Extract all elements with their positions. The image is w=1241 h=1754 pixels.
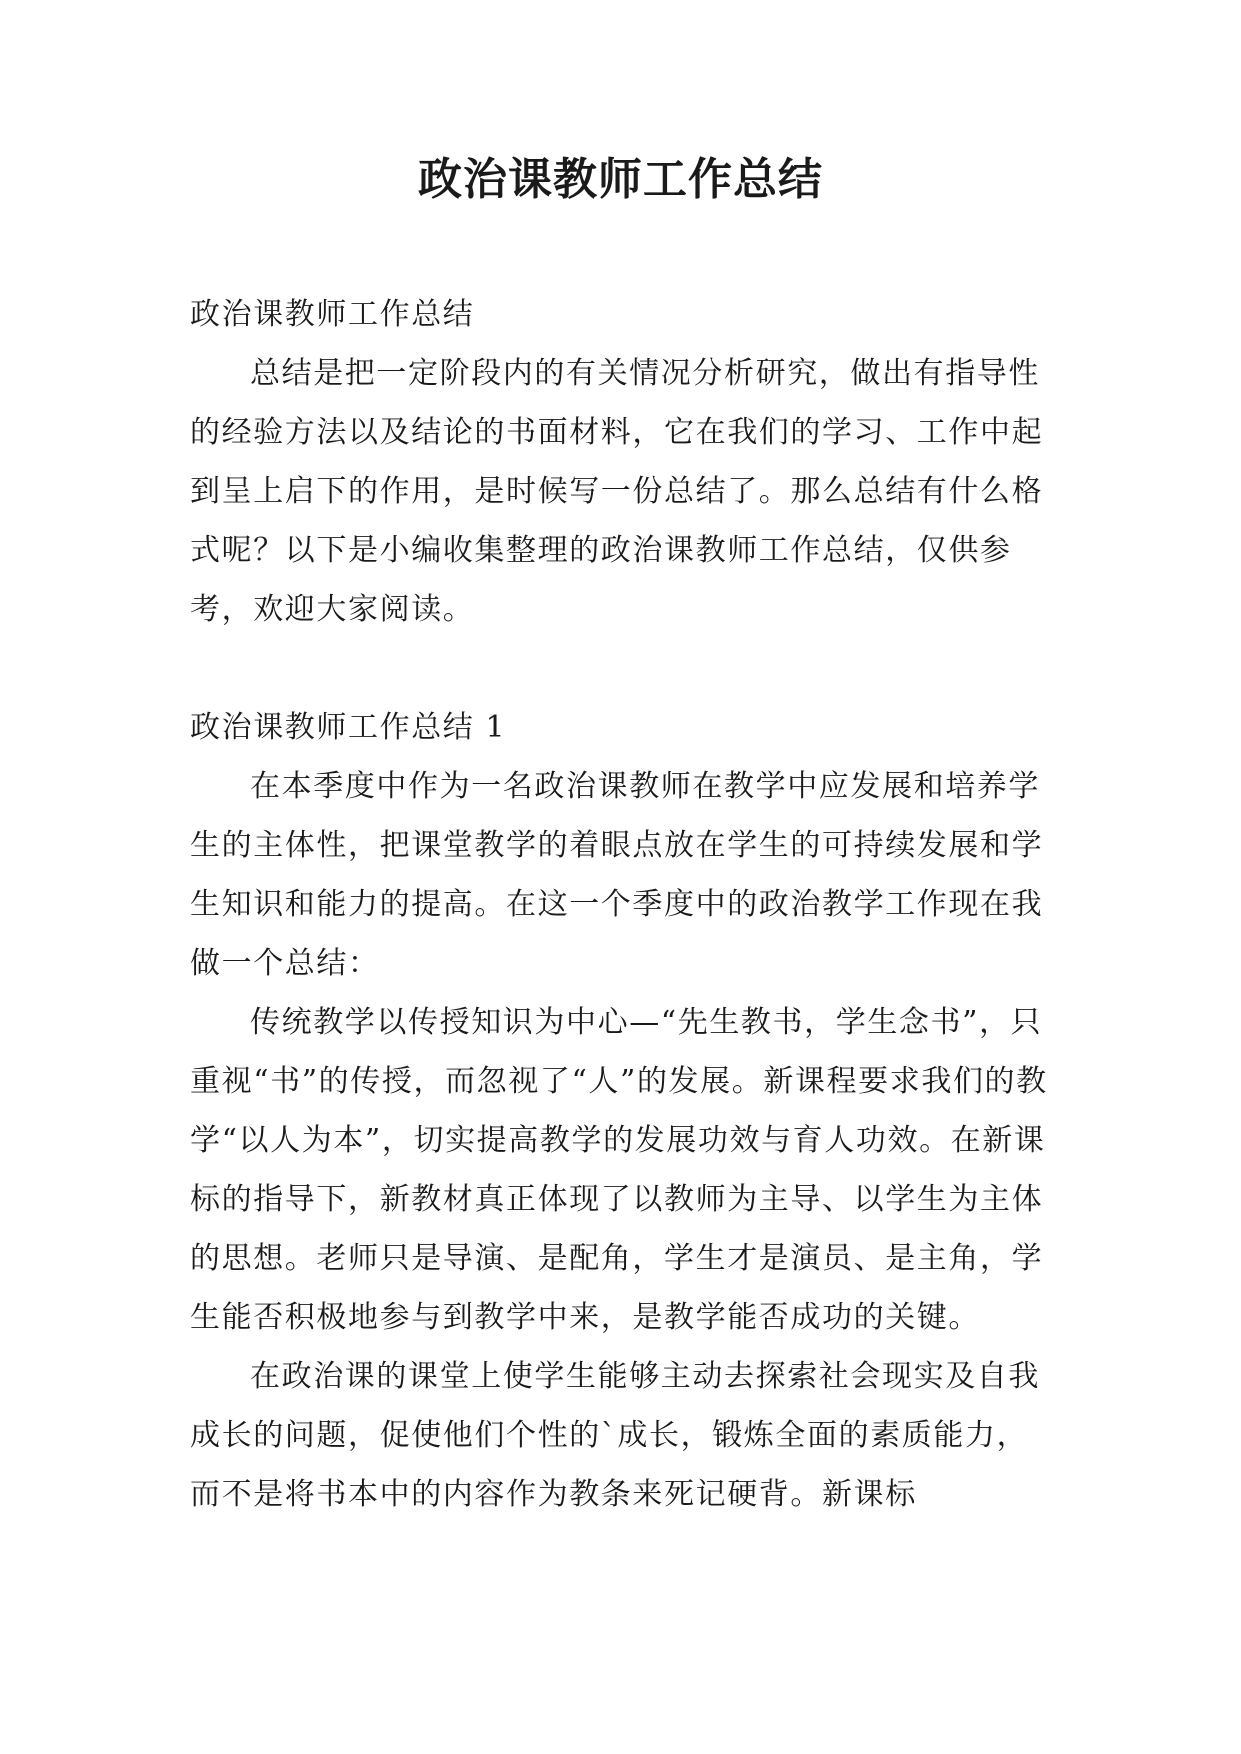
body-paragraph: 传统教学以传授知识为中心—“先生教书，学生念书”，只重视“书”的传授，而忽视了“人”的发展。新课程要求我们的教学“以人为本”，切实提高教学的发展功效与育人功效。在新课标的指导下，新教材真正体现了以教师为主导、以学生为主体的思想。老师只是导演、是配角，学生才是演员、是主角，学生能否积极地参与到教学中来，是教学能否成功的关键。 <box>190 1005 1048 1335</box>
document-body <box>190 285 1058 1524</box>
paragraph-gap <box>190 639 1058 698</box>
section-heading-intro: 政治课教师工作总结 <box>190 297 475 332</box>
body-paragraph: 在本季度中作为一名政治课教师在教学中应发展和培养学生的主体性，把课堂教学的着眼点放在学生的可持续发展和学生知识和能力的提高。在这一个季度中的政治教学工作现在我做一个总结： <box>190 769 1044 981</box>
body-paragraph: 在政治课的课堂上使学生能够主动去探索社会现实及自我成长的问题，促使他们个性的`成长，锻炼全面的素质能力，而不是将书本中的内容作为教条来死记硬背。新课标 <box>190 1359 1040 1512</box>
intro-paragraph: 总结是把一定阶段内的有关情况分析研究，做出有指导性的经验方法以及结论的书面材料，它在我们的学习、工作中起到呈上启下的作用，是时候写一份总结了。那么总结有什么格式呢？以下是小编收集整理的政治课教师工作总结，仅供参考，欢迎大家阅读。 <box>190 356 1044 627</box>
section-heading-1: 政治课教师工作总结 1 <box>190 710 507 745</box>
document-title: 政治课教师工作总结 <box>418 154 823 205</box>
